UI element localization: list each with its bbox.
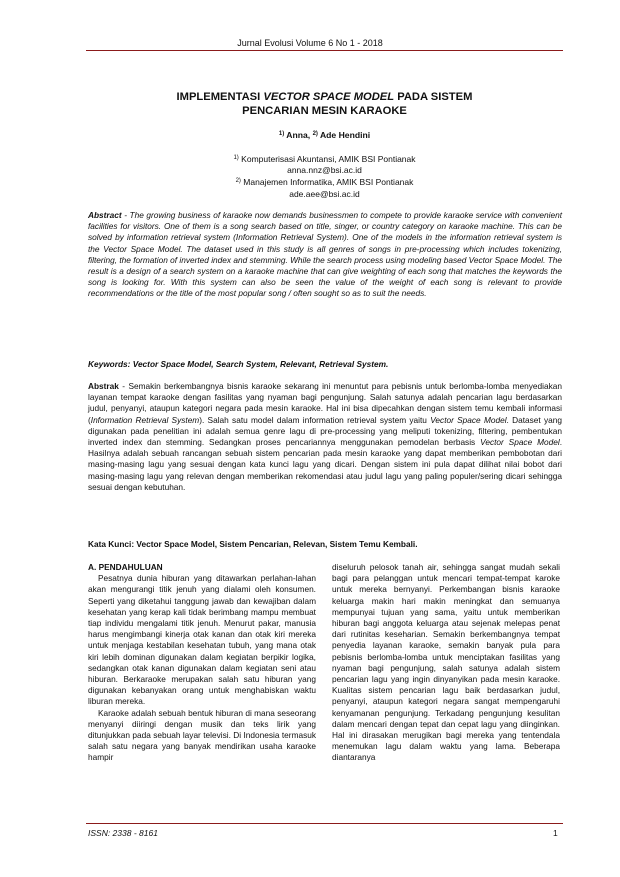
affil1-unit: Komputerisasi Akuntansi, AMIK BSI Pontianak [238, 154, 416, 164]
abstract-english [88, 210, 562, 300]
abstract-id-label: Abstrak [88, 381, 119, 391]
affiliation-1 [86, 153, 563, 165]
author1-mark: 1) [278, 131, 285, 137]
title-prefix: IMPLEMENTASI [176, 91, 264, 103]
keywords-english: Keywords: Vector Space Model, Search System, Relevant, Retrieval System. [88, 359, 389, 369]
body-paragraph: Pesatnya dunia hiburan yang ditawarkan perlahan-lahan akan mengurangi titik jenuh yang dialami oleh konsumen. Seperti yang diketahui tanggung jawab dan kewajiban dalam kesehatan yang kerap kali tidak berimbang mampu membuat tiap individu mengalami titik jenuh. Menurut pakar, manusia harus mengimbangi kinerja otak kanan dan otak kiri mereka untuk menjaga kestabilan kesehatan tubuh, yang mana otak kiri lebih dominan digunakan dalam kegiatan berpikir logika, sedangkan otak kanan digunakan dalam kegiatan seni atau hiburan. Berkaraoke merupakan salah satu hiburan yang digunakan kebanyakan orang untuk menghabiskan waktu liburan mereka. [88, 573, 316, 707]
abstract-id-italic-2: Vector Space Model [430, 414, 507, 425]
body-column-left [88, 562, 316, 764]
abstract-id-italic-3: Vector Space Model [480, 437, 560, 448]
affil2-mark: 2) [235, 178, 241, 185]
affil1-mark: 1) [233, 155, 239, 161]
keywords-indonesian: Kata Kunci: Vector Space Model, Sistem Pencarian, Relevan, Sistem Temu Kembali. [88, 539, 418, 549]
author2-email: ade.aee@bsi.ac.id [289, 188, 360, 199]
abstract-id-text-2: ). Salah satu model dalam information retrieval system yaitu [199, 414, 431, 425]
abstract-id-text-1: - Semakin berkembangnya bisnis karaoke sekarang ini menuntut para pebisnis untuk berlomba-lomba menyediakan layanan tempat karaoke dengan fasilitas yang nyaman bagi pengunjung. Salah satunya adalah pencarian lagu berdasarkan judul, penyanyi, ataupun kategori negara pada mesin karaoke. Hal ini bisa dipecahkan dengan sistem temu kembali informasi ( [88, 381, 562, 425]
journal-header: Jurnal Evolusi Volume 6 No 1 - 2018 [237, 38, 383, 48]
abstract-id-italic-1: Information Retrieval System [90, 414, 200, 425]
body-paragraph: Karaoke adalah sebuah bentuk hiburan di mana seseorang menyanyi diiringi dengan musik dan teks lirik yang ditunjukkan pada sebuah layar televisi. Di Indonesia termasuk salah satu negara yang banyak mendirikan usaha karaoke hampir [88, 707, 316, 763]
footer-rule [86, 823, 563, 824]
author2-name: Ade Hendini [317, 130, 371, 140]
abstract-indonesian [88, 381, 562, 493]
body-column-right [332, 562, 560, 764]
author2-mark: 2) [312, 131, 318, 137]
author1-name: Anna, [284, 130, 313, 140]
header-rule [86, 50, 563, 51]
page-number: 1 [553, 828, 558, 838]
author-list [86, 130, 563, 140]
affiliation-2 [86, 176, 563, 188]
title-line2: PENCARIAN MESIN KARAOKE [242, 104, 407, 117]
author1-email: anna.nnz@bsi.ac.id [287, 165, 362, 176]
abstract-en-text: - The growing business of karaoke now demands businessmen to compete to provide karaoke service with convenient facilities for visitors. One of them is a song search based on title, singer, or country category on karaoke machine. This can be solved by information retrieval system (Information Retrieval System). One of the models in the information retrieval system is the Vector Space Model. The dataset used in this study is all genres of songs in pre-processing which includes tokenizing, filtering, the formation of inverted index and stemming. While the search process using modeling based Vector Space Model. The result is a design of a search system on a karaoke machine that can give weighting of each song that matches the keywords the song is looking for. With this system can also be seen the value of the weight of each song is relevant to provide recommendations or the title of the most popular song / often sought so as to suit the needs. [88, 210, 562, 299]
affiliations [86, 153, 563, 200]
title-emphasis: VECTOR SPACE MODEL [263, 91, 395, 103]
body-paragraph: diseluruh pelosok tanah air, sehingga sangat mudah sekali bagi para pelanggan untuk mencari tempat-tempat karoke untuk mereka bernyanyi. Perkembangan bisnis karaoke keluarga makin hari makin meningkat dan semuanya mempunyai tujuan yang sama, yaitu untuk memberikan hiburan bagi anggota keluarga atau sejenak melepas penat dari rutinitas keseharian. Semakin berkembangnya tempat penyedia layanan karaoke, semakin banyak pula para pebisnis berlomba-lomba untuk menciptakan fasilitas yang nyaman bagi pengunjung, salah satunya adalah sistem pencarian lagu yang ingin dinyanyikan pada mesin karaoke. Kualitas sistem pencarian lagu baik berdasarkan judul, penyanyi, ataupun kategori negara sangat mempengaruhi kenyamanan pengunjung. Terkadang pengunjung kesulitan dalam mencari dengan tepat dan cepat lagu yang diinginkan. Hal ini dirasakan merugikan bagi mereka yang tentendala menemukan lagu dalam waktu yang lama. Beberapa diantaranya [332, 562, 560, 763]
abstract-en-label: Abstract [88, 210, 122, 220]
footer-issn: ISSN: 2338 - 8161 [88, 828, 158, 838]
abstract-id-text-3: . Dataset yang digunakan pada penelitian ini adalah semua genre lagu di pre-processing yang meliputi tokenizing, filtering, pembentukan inverted index dan stemming. Sedangkan proses pencariannya menggunakan pemodelan berbasis [88, 414, 562, 448]
affil2-unit: Manajemen Informatika, AMIK BSI Pontianak [240, 177, 414, 188]
paper-title [86, 91, 563, 118]
section-heading: A. PENDAHULUAN [88, 562, 163, 572]
title-suffix: PADA SISTEM [394, 91, 473, 103]
abstract-id-text-4: . Hasilnya adalah sebuah rancangan sebuah sistem pencarian pada mesin karaoke yang dapat memberikan pembobotan dari masing-masing lagu yang sesuai dengan kata kunci lagu yang dicari. Dengan sistem ini pula dapat dilihat nilai bobot dari masing-masing lagu yang relevan dengan memberikan rekomendasi atau judul lagu yang paling populer/sering dicari sehingga sesuai dengan kebutuhan. [88, 437, 563, 492]
